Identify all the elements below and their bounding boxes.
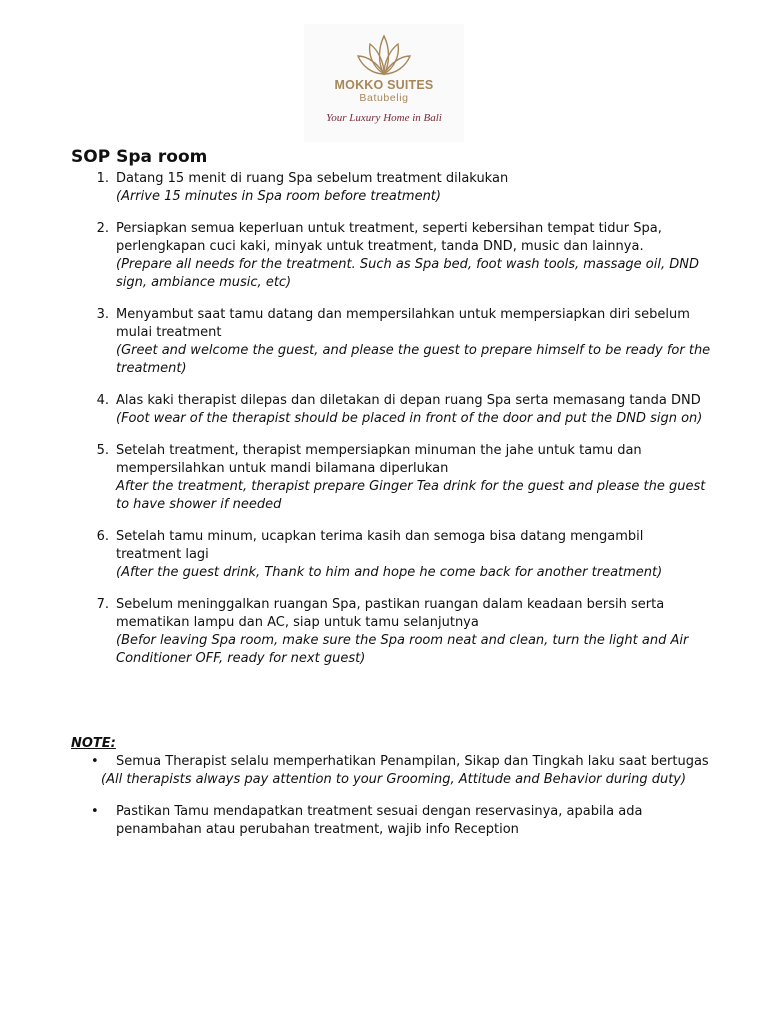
list-item [71, 596, 711, 668]
step-text: Setelah tamu minum, ucapkan terima kasih dan semoga bisa datang mengambil treatment lagi [116, 529, 644, 562]
page-title: SOP Spa room [71, 147, 208, 167]
brand-tagline: Your Luxury Home in Bali [326, 112, 442, 124]
brand-name: MOKKO SUITES [334, 78, 434, 92]
bullet-icon: • [91, 754, 99, 769]
list-item [71, 803, 711, 839]
step-number: 5. [96, 443, 109, 458]
step-text: Menyambut saat tamu datang dan mempersilahkan untuk mempersiapkan diri sebelum mulai treatment [116, 307, 690, 340]
note-text: Pastikan Tamu mendapatkan treatment sesuai dengan reservasinya, apabila ada penambahan atau perubahan treatment, wajib info Reception [116, 804, 643, 837]
list-item [71, 220, 711, 292]
brand-location: Batubelig [359, 92, 409, 104]
list-item [71, 170, 711, 206]
step-translation: (Prepare all needs for the treatment. Such as Spa bed, foot wash tools, massage oil, DND sign, ambiance music, etc) [116, 257, 699, 290]
bullet-icon: • [91, 804, 99, 819]
step-text: Persiapkan semua keperluan untuk treatment, seperti kebersihan tempat tidur Spa, perlengkapan cuci kaki, minyak untuk treatment, tanda DND, music dan lainnya. [116, 221, 662, 254]
step-translation: (Arrive 15 minutes in Spa room before treatment) [116, 189, 441, 204]
logo [304, 24, 464, 142]
step-number: 3. [96, 307, 109, 322]
step-translation: (Greet and welcome the guest, and please the guest to prepare himself to be ready for the treatment) [116, 343, 711, 376]
note-text: Semua Therapist selalu memperhatikan Penampilan, Sikap dan Tingkah laku saat bertugas [116, 754, 709, 769]
step-text: Alas kaki therapist dilepas dan diletakan di depan ruang Spa serta memasang tanda DND [116, 393, 701, 408]
step-number: 4. [96, 393, 109, 408]
step-text: Sebelum meninggalkan ruangan Spa, pastikan ruangan dalam keadaan bersih serta mematikan lampu dan AC, siap untuk tamu selanjutnya [116, 597, 665, 630]
step-number: 6. [96, 529, 109, 544]
step-translation: After the treatment, therapist prepare Ginger Tea drink for the guest and please the guest to have shower if needed [116, 479, 706, 512]
step-number: 1. [96, 171, 109, 186]
step-number: 2. [96, 221, 109, 236]
list-item [71, 306, 711, 378]
step-text: Setelah treatment, therapist mempersiapkan minuman the jahe untuk tamu dan mempersilahkan untuk mandi bilamana diperlukan [116, 443, 642, 476]
note-translation: (All therapists always pay attention to your Grooming, Attitude and Behavior during duty) [101, 772, 687, 787]
step-translation: (Befor leaving Spa room, make sure the Spa room neat and clean, turn the light and Air Conditioner OFF, ready for next guest) [116, 633, 689, 666]
sop-steps-list [71, 170, 711, 682]
note-label: NOTE: [71, 736, 116, 751]
step-number: 7. [96, 597, 109, 612]
note-list [71, 753, 711, 839]
list-item [71, 753, 711, 789]
step-text: Datang 15 menit di ruang Spa sebelum treatment dilakukan [116, 171, 509, 186]
list-item [71, 442, 711, 514]
lotus-icon [354, 30, 414, 78]
step-translation: (Foot wear of the therapist should be placed in front of the door and put the DND sign on) [116, 411, 703, 426]
list-item [71, 528, 711, 582]
step-translation: (After the guest drink, Thank to him and hope he come back for another treatment) [116, 565, 663, 580]
list-item [71, 392, 711, 428]
